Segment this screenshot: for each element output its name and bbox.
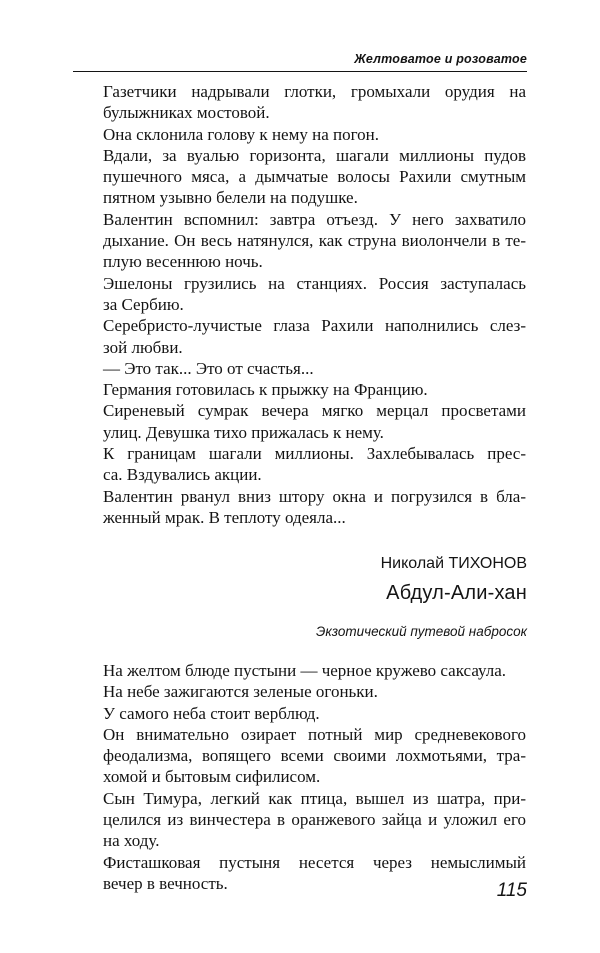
text-line: са. Вздувались акции.	[103, 465, 262, 485]
text-line: вечер в вечность.	[103, 873, 228, 893]
paragraph	[77, 273, 526, 316]
header-rule	[73, 71, 527, 72]
text-line: дыхание. Он весь натянулся, как струна виолончели в те-	[103, 231, 526, 251]
paragraph	[77, 788, 526, 852]
story-subtitle: Экзотический путевой набросок	[316, 624, 527, 639]
text-line: Валентин рванул вниз штору окна и погрузился в бла-	[103, 486, 526, 506]
text-line: на ходу.	[103, 831, 160, 851]
paragraph	[77, 209, 526, 273]
paragraph	[77, 315, 526, 358]
paragraph	[77, 124, 526, 145]
text-line: Она склонила голову к нему на погон.	[103, 124, 379, 144]
text-line: зой любви.	[103, 337, 183, 357]
text-line: Германия готовилась к прыжку на Францию.	[103, 380, 428, 400]
text-line: Сын Тимура, легкий как птица, вышел из шатра, при-	[103, 788, 526, 808]
text-block-two	[77, 660, 526, 894]
text-line: пятном узывно белели на подушке.	[103, 188, 358, 208]
paragraph	[77, 852, 526, 895]
text-line: Валентин вспомнил: завтра отъезд. У него захватило	[103, 209, 526, 229]
text-line: булыжниках мостовой.	[103, 103, 270, 123]
paragraph	[77, 81, 526, 124]
text-line: улиц. Девушка тихо прижалась к нему.	[103, 422, 384, 442]
text-line: У самого неба стоит верблюд.	[103, 703, 320, 723]
text-line: Фисташковая пустыня несется через немыслимый	[103, 852, 526, 872]
text-line: хомой и бытовым сифилисом.	[103, 767, 321, 787]
story-author: Николай ТИХОНОВ	[380, 555, 527, 572]
paragraph	[77, 486, 526, 529]
paragraph	[77, 724, 526, 788]
paragraph	[77, 145, 526, 209]
text-line: Серебристо-лучистые глаза Рахили наполнились слез-	[103, 316, 526, 336]
text-line: феодализма, вопящего всеми своими лохмотьями, тра-	[103, 746, 526, 766]
paragraph	[77, 443, 526, 486]
text-line: Газетчики надрывали глотки, громыхали орудия на	[103, 82, 526, 101]
text-line: целился из винчестера в оранжевого зайца и уложил его	[103, 810, 526, 830]
text-line: На небе зажигаются зеленые огоньки.	[103, 682, 378, 702]
text-line: плую весеннюю ночь.	[103, 252, 263, 272]
text-line: за Сербию.	[103, 294, 184, 314]
story-title: Абдул-Али-хан	[386, 582, 527, 604]
page-number: 115	[496, 880, 527, 901]
text-block-one	[77, 81, 526, 528]
text-line: Сиреневый сумрак вечера мягко мерцал просветами	[103, 401, 526, 421]
paragraph	[77, 358, 526, 379]
text-line: Вдали, за вуалью горизонта, шагали миллионы пудов	[103, 145, 526, 165]
paragraph	[77, 660, 526, 681]
paragraph	[77, 400, 526, 443]
text-line: Он внимательно озирает потный мир средневекового	[103, 724, 526, 744]
paragraph	[77, 379, 526, 400]
text-line: На желтом блюде пустыни — черное кружево саксаула.	[103, 661, 507, 680]
text-line: пушечного мяса, а дымчатые волосы Рахили смутным	[103, 167, 526, 187]
text-line: — Это так... Это от счастья...	[103, 358, 314, 378]
text-line: К границам шагали миллионы. Захлебывалась прес-	[103, 444, 526, 464]
text-line: женный мрак. В теплоту одеяла...	[103, 507, 346, 527]
paragraph	[77, 703, 526, 724]
text-line: Эшелоны грузились на станциях. Россия заступалась	[103, 273, 526, 293]
paragraph	[77, 681, 526, 702]
running-header: Желтоватое и розоватое	[354, 52, 527, 66]
